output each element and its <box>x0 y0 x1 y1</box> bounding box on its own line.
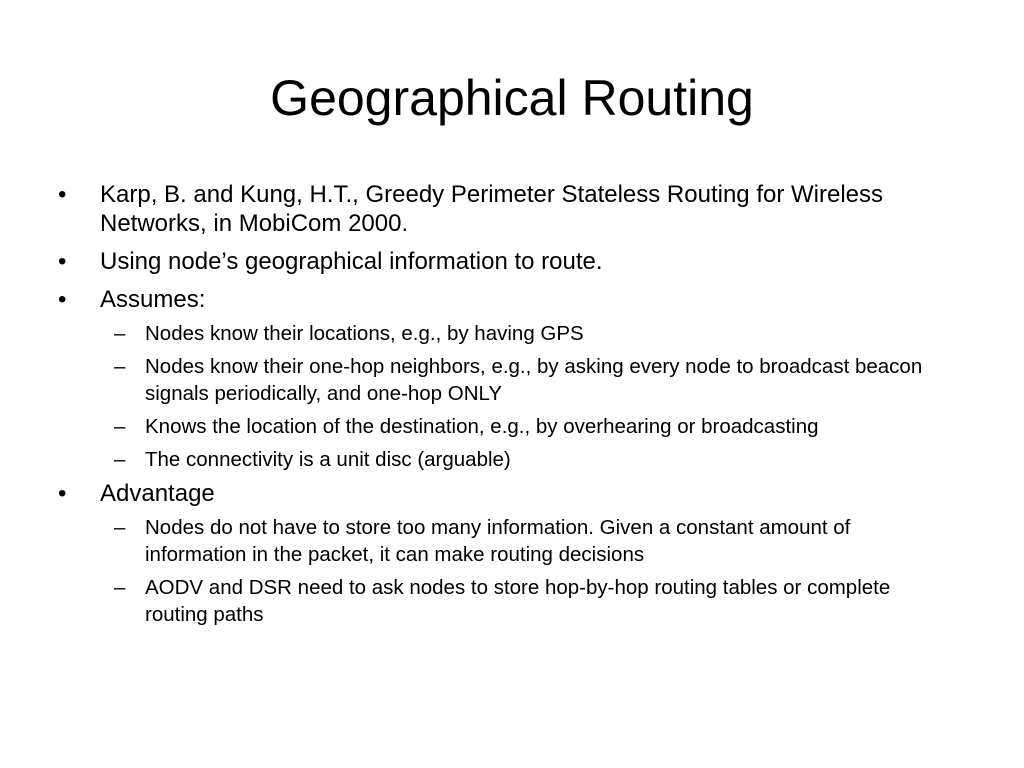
sub-bullet-item <box>56 514 956 568</box>
sub-bullet-marker: – <box>114 322 126 345</box>
sub-bullet-item <box>56 353 956 407</box>
sub-bullet-text: Nodes know their one-hop neighbors, e.g., by asking every node to broadcast beacon signals periodically, and one-hop ONLY <box>145 355 923 405</box>
sub-bullet-item <box>56 574 956 628</box>
bullet-marker: • <box>58 248 67 275</box>
bullet-marker: • <box>58 480 67 507</box>
bullet-text: Karp, B. and Kung, H.T., Greedy Perimeter Stateless Routing for Wireless Networks, in MobiCom 2000. <box>100 181 883 237</box>
sub-bullet-marker: – <box>114 448 126 471</box>
sub-bullet-marker: – <box>114 415 126 438</box>
slide-title: Geographical Routing <box>270 70 754 126</box>
bullet-marker: • <box>58 286 67 313</box>
bullet-item <box>56 285 956 314</box>
sub-bullet-item <box>56 320 956 347</box>
sub-bullet-text: AODV and DSR need to ask nodes to store hop-by-hop routing tables or complete routing paths <box>145 576 891 626</box>
sub-bullet-item <box>56 446 956 473</box>
sub-bullet-text: Nodes do not have to store too many information. Given a constant amount of information in the packet, it can make routing decisions <box>145 516 851 566</box>
sub-bullet-marker: – <box>114 516 126 539</box>
sub-bullet-list <box>56 320 956 473</box>
sub-bullet-item <box>56 413 956 440</box>
sub-bullet-marker: – <box>114 355 126 378</box>
sub-bullet-list <box>56 514 956 628</box>
sub-bullet-text: Nodes know their locations, e.g., by having GPS <box>145 322 584 345</box>
bullet-item <box>56 479 956 508</box>
sub-bullet-marker: – <box>114 576 126 599</box>
bullet-text: Advantage <box>100 480 215 507</box>
bullet-item <box>56 180 956 238</box>
bullet-text: Using node’s geographical information to route. <box>100 248 603 275</box>
slide-content <box>56 180 956 634</box>
bullet-marker: • <box>58 181 67 208</box>
bullet-item <box>56 247 956 276</box>
sub-bullet-text: Knows the location of the destination, e.g., by overhearing or broadcasting <box>145 415 819 438</box>
bullet-text: Assumes: <box>100 286 206 313</box>
sub-bullet-text: The connectivity is a unit disc (arguable) <box>145 448 511 471</box>
